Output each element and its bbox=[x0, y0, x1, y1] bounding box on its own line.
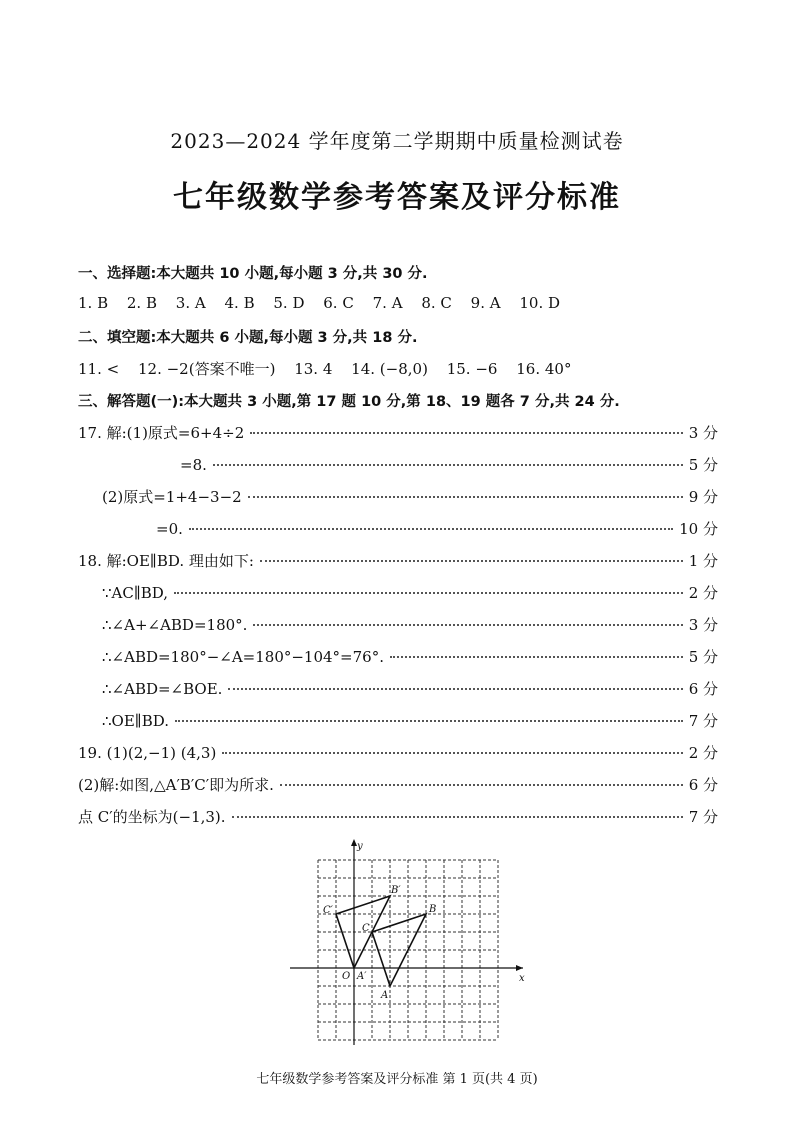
step-score: 7 分 bbox=[688, 712, 718, 730]
step-score: 2 分 bbox=[688, 584, 718, 602]
coordinate-grid-figure bbox=[285, 835, 530, 1045]
point-b-label: B bbox=[429, 904, 437, 915]
step-score: 6 分 bbox=[688, 776, 718, 794]
step-row bbox=[102, 710, 718, 732]
step-text: (2)原式=1+4−3−2 bbox=[102, 488, 242, 506]
dot-leader bbox=[248, 496, 683, 498]
section-heading-fill: 二、填空题:本大题共 6 小题,每小题 3 分,共 18 分. bbox=[78, 330, 418, 346]
section-heading-solve: 三、解答题(一):本大题共 3 小题,第 17 题 10 分,第 18、19 题各 7 分,共 24 分. bbox=[78, 394, 620, 410]
step-score: 7 分 bbox=[688, 808, 718, 826]
step-row bbox=[102, 678, 718, 700]
point-c-prime-label: C′ bbox=[323, 905, 333, 916]
dot-leader bbox=[222, 752, 682, 754]
answer-15: 15. −6 bbox=[446, 360, 498, 378]
step-row bbox=[78, 774, 718, 796]
dot-leader bbox=[174, 592, 683, 594]
step-row bbox=[102, 614, 718, 636]
y-axis-label: y bbox=[357, 841, 363, 852]
answer-1: 1. B bbox=[78, 294, 109, 312]
answer-7: 7. A bbox=[372, 294, 403, 312]
x-axis-label: x bbox=[519, 973, 525, 984]
step-row bbox=[102, 646, 718, 668]
step-text: 18. 解:OE∥BD. 理由如下: bbox=[78, 552, 254, 570]
step-row bbox=[78, 806, 718, 828]
answer-3: 3. A bbox=[175, 294, 206, 312]
step-text: 17. 解:(1)原式=6+4÷2 bbox=[78, 424, 245, 442]
step-row bbox=[156, 518, 718, 540]
step-text: ∴∠ABD=180°−∠A=180°−104°=76°. bbox=[102, 648, 384, 666]
step-text: 19. (1)(2,−1) (4,3) bbox=[78, 744, 217, 762]
page-footer: 七年级数学参考答案及评分标准 第 1 页(共 4 页) bbox=[256, 1072, 538, 1087]
dot-leader bbox=[253, 624, 682, 626]
answer-16: 16. 40° bbox=[516, 360, 572, 378]
fill-answers bbox=[78, 358, 585, 379]
step-text: ∴∠A+∠ABD=180°. bbox=[102, 616, 248, 634]
step-score: 3 分 bbox=[688, 616, 718, 634]
answer-11: 11. < bbox=[78, 360, 120, 378]
point-a-prime-label: A′ bbox=[357, 971, 367, 982]
dot-leader bbox=[228, 688, 682, 690]
answer-8: 8. C bbox=[421, 294, 452, 312]
dot-leader bbox=[280, 784, 683, 786]
step-row bbox=[102, 582, 718, 604]
step-row bbox=[78, 550, 718, 572]
answer-12: 12. −2(答案不唯一) bbox=[137, 360, 276, 378]
choice-answers bbox=[78, 294, 574, 312]
x-axis-arrow-icon bbox=[516, 965, 523, 971]
dot-leader bbox=[213, 464, 683, 466]
step-text: =0. bbox=[156, 520, 183, 538]
point-b-prime-label: B′ bbox=[391, 885, 401, 896]
origin-label: O bbox=[342, 971, 351, 982]
step-text: ∴OE∥BD. bbox=[102, 712, 170, 730]
step-score: 3 分 bbox=[688, 424, 718, 442]
step-score: 10 分 bbox=[679, 520, 718, 538]
step-row bbox=[78, 422, 718, 444]
step-row bbox=[78, 742, 718, 764]
answer-4: 4. B bbox=[224, 294, 255, 312]
step-row bbox=[180, 454, 718, 476]
answer-13: 13. 4 bbox=[294, 360, 333, 378]
step-score: 9 分 bbox=[688, 488, 718, 506]
step-text: ∴∠ABD=∠BOE. bbox=[102, 680, 223, 698]
exam-subtitle: 2023—2024 学年度第二学期期中质量检测试卷 bbox=[170, 129, 624, 153]
axes bbox=[290, 841, 523, 1045]
answer-10: 10. D bbox=[519, 294, 561, 312]
step-score: 2 分 bbox=[688, 744, 718, 762]
answer-2: 2. B bbox=[126, 294, 157, 312]
page-title: 七年级数学参考答案及评分标准 bbox=[173, 180, 621, 215]
step-text: ∵AC∥BD, bbox=[102, 584, 169, 602]
dot-leader bbox=[390, 656, 683, 658]
answer-5: 5. D bbox=[273, 294, 305, 312]
step-score: 5 分 bbox=[688, 456, 718, 474]
dot-leader bbox=[232, 816, 683, 818]
dot-leader bbox=[175, 720, 683, 722]
answer-9: 9. A bbox=[470, 294, 501, 312]
answer-14: 14. (−8,0) bbox=[351, 360, 428, 378]
step-score: 5 分 bbox=[688, 648, 718, 666]
dot-leader bbox=[250, 432, 682, 434]
answer-6: 6. C bbox=[323, 294, 354, 312]
step-text: 点 C′的坐标为(−1,3). bbox=[78, 808, 226, 826]
step-score: 6 分 bbox=[688, 680, 718, 698]
dot-leader bbox=[189, 528, 673, 530]
step-text: (2)解:如图,△A′B′C′即为所求. bbox=[78, 776, 274, 794]
point-c-label: C bbox=[362, 923, 370, 934]
section-heading-choice: 一、选择题:本大题共 10 小题,每小题 3 分,共 30 分. bbox=[78, 266, 428, 282]
step-score: 1 分 bbox=[688, 552, 718, 570]
step-text: =8. bbox=[180, 456, 207, 474]
point-a-label: A bbox=[381, 990, 389, 1001]
dot-leader bbox=[260, 560, 683, 562]
step-row bbox=[102, 486, 718, 508]
